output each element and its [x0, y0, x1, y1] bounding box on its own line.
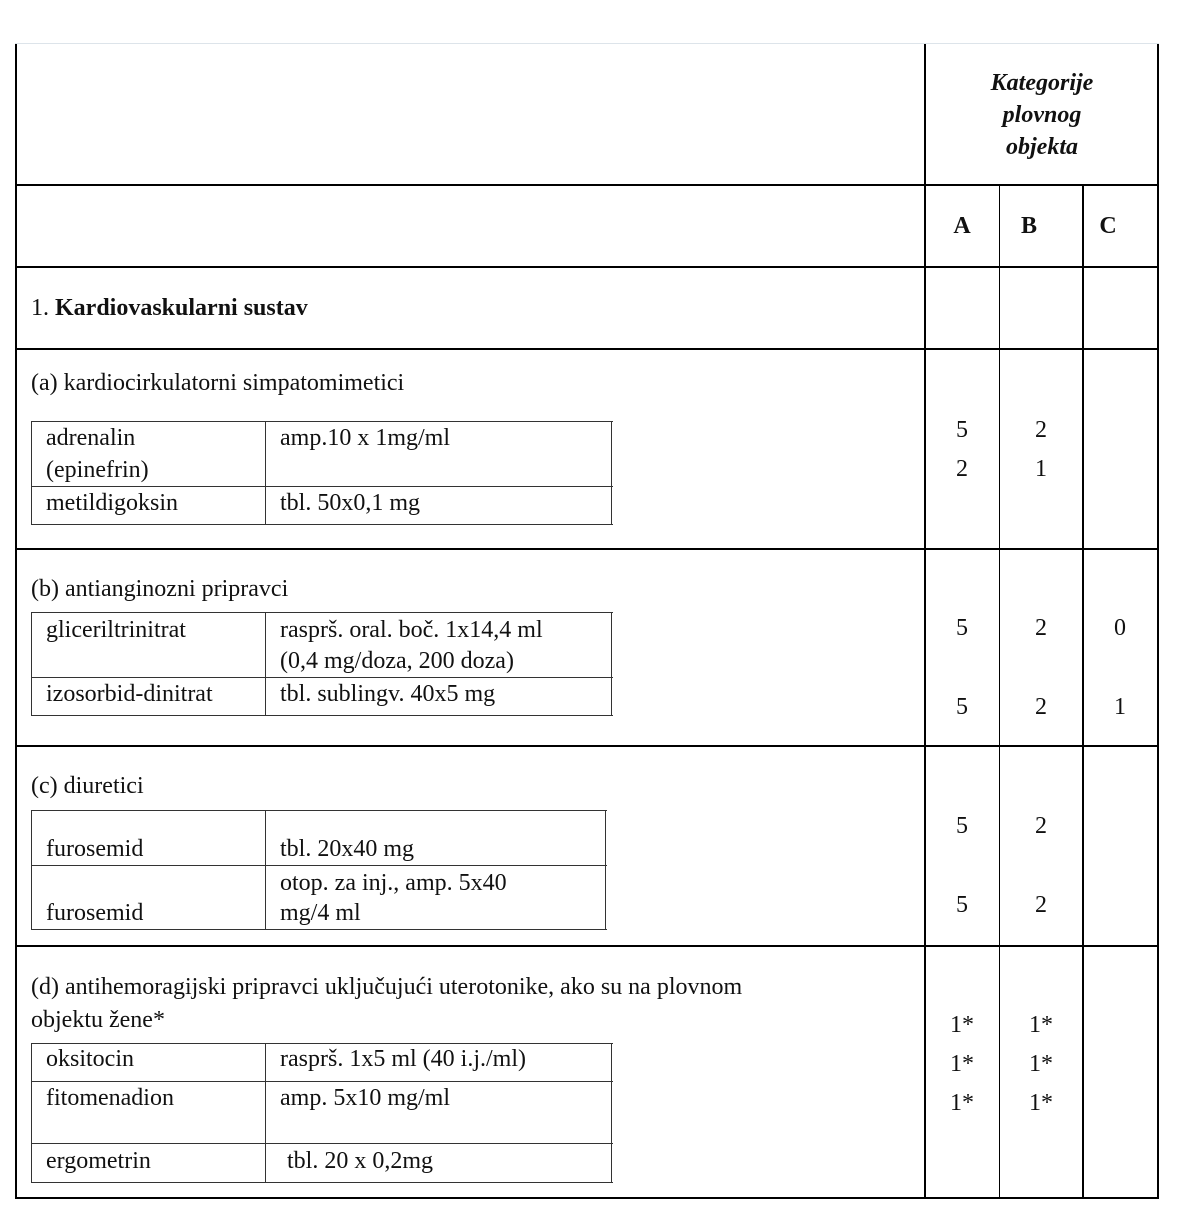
col-divider-b	[999, 185, 1000, 1199]
drug-form: rasprš. oral. boč. 1x14,4 ml	[280, 617, 543, 643]
qty-c: 0	[1114, 615, 1126, 641]
group-heading: (b) antianginozni pripravci	[31, 576, 289, 602]
header-line: objekta	[1006, 134, 1078, 160]
drug-form: amp. 5x10 mg/ml	[280, 1085, 450, 1111]
drug-name: furosemid	[46, 836, 144, 862]
drug-form: tbl. 50x0,1 mg	[280, 490, 421, 516]
group-heading-continued: objektu žene*	[31, 1007, 165, 1033]
group-heading: (d) antihemoragijski pripravci uključujući uterotonike, ako su na plovnom	[31, 974, 743, 1000]
qty-a: 5	[956, 892, 968, 918]
qty-b: 2	[1035, 615, 1047, 641]
qty-c: 1	[1114, 694, 1126, 720]
row-divider	[15, 348, 1159, 350]
bottom-border	[15, 1197, 1159, 1199]
section-number: 1.	[31, 295, 49, 321]
qty-b: 1*	[1029, 1090, 1053, 1116]
drug-form: tbl. 20x40 mg	[280, 836, 415, 862]
header-line: Kategorije	[990, 70, 1094, 96]
qty-a: 5	[956, 417, 968, 443]
header-line: plovnog	[1002, 102, 1082, 128]
qty-b: 2	[1035, 892, 1047, 918]
drug-form: otop. za inj., amp. 5x40	[280, 870, 507, 896]
group-heading: (c) diuretici	[31, 773, 144, 799]
row-divider	[15, 184, 1159, 186]
qty-b: 2	[1035, 813, 1047, 839]
qty-a: 1*	[950, 1090, 974, 1116]
drug-form: amp.10 x 1mg/ml	[280, 425, 450, 451]
drug-name: gliceriltrinitrat	[46, 617, 186, 643]
drug-name: oksitocin	[46, 1046, 134, 1072]
qty-b: 1*	[1029, 1012, 1053, 1038]
drug-form: tbl. sublingv. 40x5 mg	[280, 681, 496, 707]
section-title	[31, 292, 308, 324]
drug-name: metildigoksin	[46, 490, 178, 516]
qty-a: 2	[956, 456, 968, 482]
qty-b: 1	[1035, 456, 1047, 482]
qty-b: 2	[1035, 694, 1047, 720]
group-heading: (a) kardiocirkulatorni simpatomimetici	[31, 370, 405, 396]
column-header-b: B	[1020, 213, 1037, 239]
drug-form-detail: (0,4 mg/doza, 200 doza)	[280, 648, 514, 674]
drug-name: ergometrin	[46, 1148, 151, 1174]
qty-b: 1*	[1029, 1051, 1053, 1077]
outer-left-border	[15, 44, 17, 1199]
drug-form-detail: mg/4 ml	[280, 900, 361, 926]
row-divider	[15, 266, 1159, 268]
qty-b: 2	[1035, 417, 1047, 443]
row-divider	[15, 548, 1159, 550]
column-header-c: C	[1099, 213, 1117, 239]
top-border	[15, 43, 1159, 44]
drug-name: izosorbid-dinitrat	[46, 681, 213, 707]
qty-a: 5	[956, 694, 968, 720]
drug-name: adrenalin	[46, 425, 136, 451]
row-divider	[15, 945, 1159, 947]
col-divider-c	[1082, 185, 1084, 1199]
column-header-a: A	[953, 213, 971, 239]
qty-a: 5	[956, 813, 968, 839]
qty-a: 5	[956, 615, 968, 641]
outer-right-border	[1157, 44, 1159, 1199]
drug-name-alt: (epinefrin)	[46, 457, 149, 483]
drug-name: fitomenadion	[46, 1085, 174, 1111]
drug-name: furosemid	[46, 900, 144, 926]
qty-a: 1*	[950, 1012, 974, 1038]
drug-form: rasprš. 1x5 ml (40 i.j./ml)	[280, 1046, 526, 1072]
section-name: Kardiovaskularni sustav	[55, 295, 308, 321]
categories-header	[926, 67, 1158, 163]
qty-a: 1*	[950, 1051, 974, 1077]
col-divider-a	[924, 44, 926, 1199]
row-divider	[15, 745, 1159, 747]
drug-form: tbl. 20 x 0,2mg	[287, 1148, 434, 1174]
